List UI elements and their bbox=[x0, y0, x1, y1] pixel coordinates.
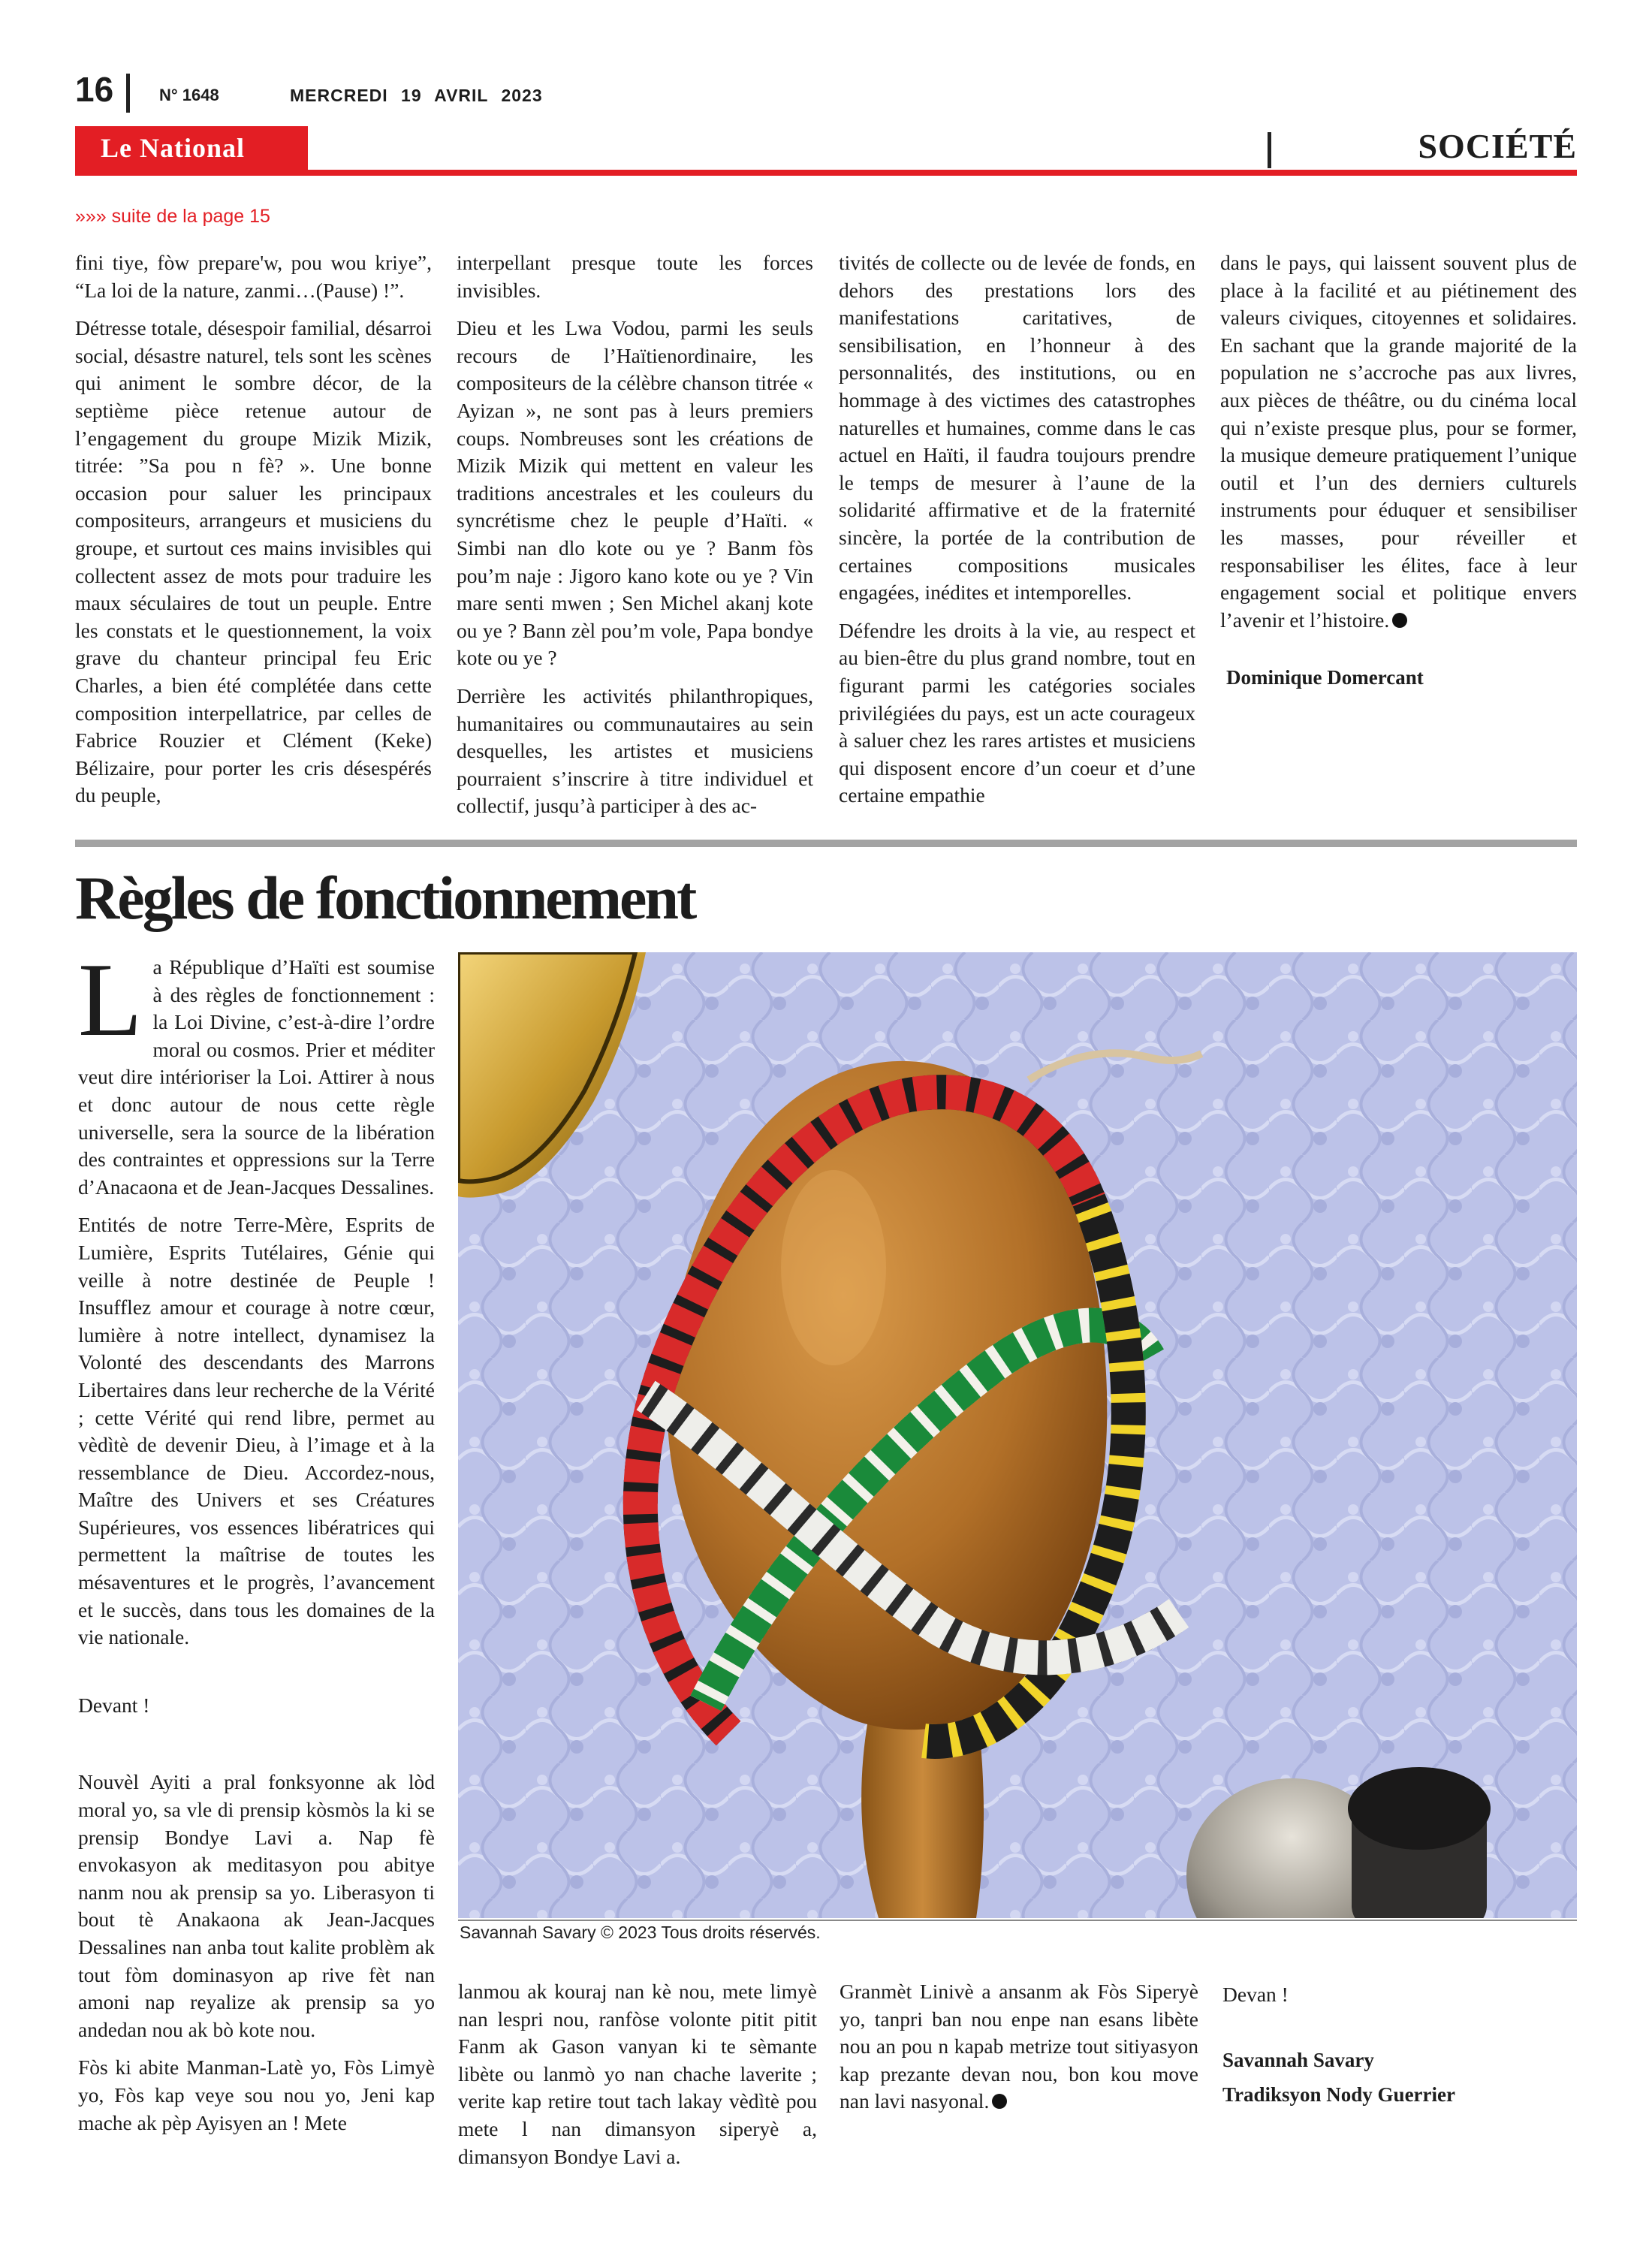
header-red-rule bbox=[75, 170, 1577, 176]
article2-column-4 bbox=[1222, 1981, 1575, 2119]
paragraph: Défendre les droits à la vie, au respect et au bien-être du plus grand nombre, tout en figurant parmi les catégories sociales privilégiées du pays, est un acte courageux à saluer chez les rares artistes et musiciens qui disposent encore d’un coeur et d’une certaine empathie bbox=[839, 618, 1195, 807]
article2-headline: Règles de fonctionnement bbox=[75, 864, 695, 932]
paragraph bbox=[840, 1978, 1198, 2116]
maraca-bead-necklace-photo bbox=[458, 952, 1577, 1918]
paragraph-devan: Devan ! bbox=[1222, 1983, 1289, 2006]
photo-caption: Savannah Savary © 2023 Tous droits réservés. bbox=[460, 1923, 821, 1942]
paragraph: Fòs ki abite Manman-Latè yo, Fòs Limyè yo, Fòs kap veye sou nou yo, Jeni kap mache ak pèp Ayisyen an ! Mete bbox=[78, 2055, 435, 2134]
paragraph: Derrière les activités philanthropiques, humanitaires ou communautaires au sein desquelles, les artistes et musiciens pourraient s’inscrire à titre individuel et collectif, jusqu’à participer à des ac- bbox=[457, 683, 813, 818]
article2-column-2 bbox=[458, 1978, 817, 2181]
article1-column-1 bbox=[75, 249, 432, 820]
paragraph: fini tiye, fòw prepare'w, pou wou kriye”, “La loi de la nature, zanmi…(Pause) !”. bbox=[75, 251, 432, 302]
article-separator bbox=[75, 840, 1577, 847]
end-mark-icon bbox=[992, 2094, 1007, 2109]
lead-text: a République d’Haïti est soumise à des règles de fonctionnement : la Loi Divine, c’est-à-dire l’ordre moral ou cosmos. Prier et méditer veut dire intérioriser la Loi. Attirer à nous et donc autour de nous cette règle universelle, sera la source de la libération des contraintes et oppressions sur la Terre d’Anacaona et de Jean-Jacques Dessalines. bbox=[78, 955, 435, 1199]
end-mark-icon bbox=[1392, 613, 1407, 628]
paragraph: interpellant presque toute les forces invisibles. bbox=[457, 251, 813, 302]
article2-column-1 bbox=[78, 942, 435, 2147]
dateline: MERCREDI 19 AVRIL 2023 bbox=[290, 86, 543, 105]
article1-column-4 bbox=[1220, 249, 1577, 702]
paragraph bbox=[1220, 249, 1577, 634]
paragraph-text: dans le pays, qui laissent souvent plus de place à la facilité et au piétinement des valeurs civiques, citoyennes et solidaires. En sachant que la grande majorité de la population ne s’accroche pas aux livres, aux pièces de théâtre, ou du cinéma local qui n’existe presque plus, pour se former, la musique demeure pratiquement l’unique outil et l’un des derniers culturels instruments pour éduquer et sensibiliser les masses, pour réveiller et responsabiliser les élites, face à leur engagement social et politique envers l’avenir et l’histoire. bbox=[1220, 251, 1577, 632]
brand-name: Le National bbox=[101, 133, 246, 163]
paragraph-devant: Devant ! bbox=[78, 1693, 150, 1717]
article1-signature: Dominique Domercant bbox=[1226, 666, 1424, 689]
section-title: SOCIÉTÉ bbox=[1418, 127, 1577, 165]
paragraph: lanmou ak kouraj nan kè nou, mete limyè nan lespri nou, ranfòse volonte pitit pitit Fanm ak Gason vanyan ki te sèmante libète ou lanmò yo nan chache laverite ; verite kap retire tout tach lakay vèdìtè pou mete l nan dimansyon siperyè a, dimansyon Bondye Lavi a. bbox=[458, 1980, 817, 2168]
paragraph: Entités de notre Terre-Mère, Esprits de Lumière, Esprits Tutélaires, Génie qui veille à notre destinée de Peuple ! Insufflez amour et courage à notre cœur, lumière à notre intellect, dynamisez la Volonté des descendants des Marrons Libertaires dans leur recherche de la Vérité ; cette Vérité qui rend libre, permet au vèdìtè de devenir Dieu, à l’image et à la ressemblance de Dieu. Accordez-nous, Maître des Univers et ses Créatures Supérieures, vos essences libératrices qui permettent la maîtrise de toutes les mésaventures et le progrès, l’avancement et le succès, dans tous les domaines de la vie nationale. bbox=[78, 1213, 435, 1649]
drop-cap: L bbox=[78, 942, 143, 1058]
paragraph: Détresse totale, désespoir familial, désarroi social, désastre naturel, tels sont les scènes qui animent le sombre décor, de la septième pièce retenue autour de l’engagement du groupe Mizik Mizik, titrée: ”Sa pou n fè? ». Une bonne occasion pour saluer les principaux compositeurs, arrangeurs et musiciens du groupe, et surtout ces mains invisibles qui collectent assez de mots pour traduire les maux séculaires de tout un peuple. Entre les constats et le questionnement, la voix grave du chanteur principal feu Eric Charles, a bien été complétée dans cette composition interpellatrice, par celles de Fabrice Rouzier et Clément (Keke) Bélizaire, pour porter les cris désespérés du peuple, bbox=[75, 316, 432, 807]
paragraph: Dieu et les Lwa Vodou, parmi les seuls recours de l’Haïtienordinaire, les compositeurs de la célèbre chanson titrée « Ayizan », ne sont pas à leurs premiers coups. Nombreuses sont les créations de Mizik Mizik qui mettent en valeur les traditions ancestrales et les couleurs du syncrétisme chez le peuple d’Haïti. « Simbi nan dlo kote ou ye ? Banm fòs pou’m naje : Jigoro kano kote ou ye ? Vin mare senti mwen ; Sen Michel akanj kote ou ye ? Bann zèl pou’m vole, Papa bondye kote ou ye ? bbox=[457, 316, 813, 670]
paragraph-text: Granmèt Linivè a ansanm ak Fòs Siperyè yo, tanpri ban nou enpe nan esans libète nou an pou n kapab metrize tout sitiyasyon kap prezante devan nou, bon kou move nan lavi nasyonal. bbox=[840, 1980, 1198, 2113]
article1-column-2 bbox=[457, 249, 813, 831]
author-name: Savannah Savary bbox=[1222, 2048, 1374, 2071]
caption-rule bbox=[458, 1920, 1577, 1921]
article1-column-3 bbox=[839, 249, 1195, 820]
paragraph: Nouvèl Ayiti a pral fonksyonne ak lòd moral yo, sa vle di prensip kòsmòs la ki se prensip Bondye Lavi a. Nap fè envokasyon ak meditasyon pou abitye nanm nou ak prensip sa yo. Liberasyon ti bout tè Anakaona ak Jean-Jacques Dessalines nan anba tout kalite problèm ak tout fòm dominasyon ap rive fèt nan amoni nap reyalize ak prensip sa yo andedan nou ak bò kote nou. bbox=[78, 1770, 435, 2041]
section-divider bbox=[1268, 132, 1271, 168]
issue-number: N° 1648 bbox=[159, 86, 219, 104]
page-number-divider bbox=[126, 74, 130, 113]
continued-from-link[interactable]: »»» suite de la page 15 bbox=[75, 206, 270, 227]
paragraph: tivités de collecte ou de levée de fonds, en dehors des prestations lors des manifestations caritatives, de sensibilisation, en l’honneur à des personnalités, des institutions, ou en hommage à des victimes des catastrophes naturelles et humaines, comme dans le cas actuel en Haïti, il faudra toujours prendre le temps de mesurer à l’aune de la solidarité affirmative et de la fraternité sincère, la portée de la contribution de certaines compositions musicales engagées, inédites et intemporelles. bbox=[839, 251, 1195, 605]
article-photo bbox=[458, 952, 1577, 1918]
page-number: 16 bbox=[75, 70, 114, 109]
article2-column-3 bbox=[840, 1978, 1198, 2126]
lead-paragraph bbox=[78, 942, 435, 1201]
translator-credit: Tradiksyon Nody Guerrier bbox=[1222, 2083, 1455, 2107]
